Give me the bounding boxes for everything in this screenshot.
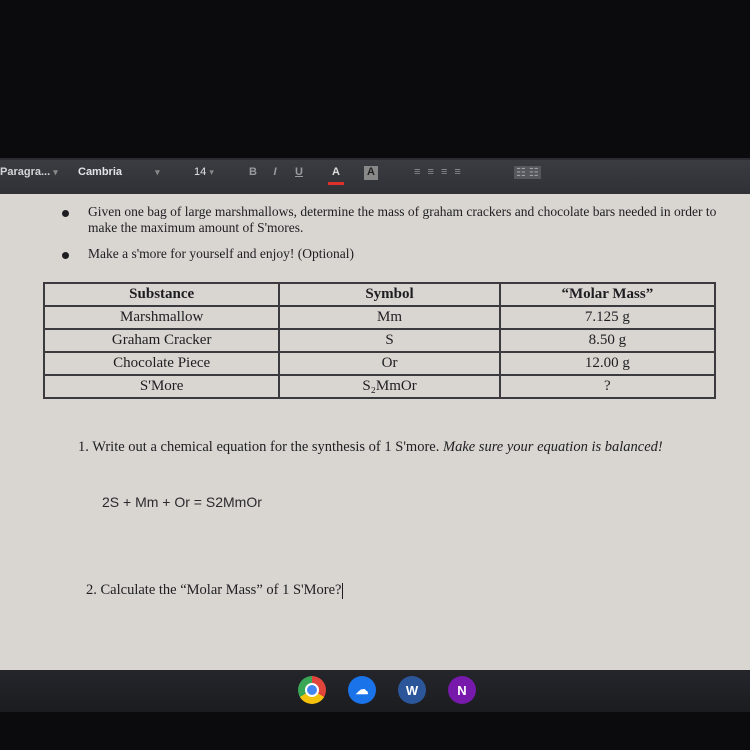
font-size-label: 14 (194, 166, 207, 178)
bullet-icon (62, 210, 69, 217)
table-cell: Mm (279, 306, 499, 329)
font-family-select[interactable] (78, 166, 160, 178)
font-family-label: Cambria (78, 166, 123, 178)
bold-button[interactable]: B (249, 166, 257, 178)
table-header-row (44, 283, 715, 306)
table-row (44, 352, 715, 375)
list-item (62, 204, 722, 236)
header-molar-mass: “Molar Mass” (500, 283, 715, 306)
table-cell: S'More (44, 375, 279, 398)
font-size-select[interactable] (194, 166, 214, 178)
document-page[interactable] (0, 194, 750, 670)
shelf (0, 670, 750, 712)
list-item (62, 246, 722, 262)
align-buttons[interactable]: ≡ ≡ ≡ ≡ (414, 166, 463, 178)
question-2-text: 2. Calculate the “Molar Mass” of 1 S'More? (86, 582, 342, 598)
table-cell: Graham Cracker (44, 329, 279, 352)
table-row (44, 329, 715, 352)
table-row (44, 306, 715, 329)
table-cell: ? (500, 375, 715, 398)
table-cell: 7.125 g (500, 306, 715, 329)
chevron-down-icon: ▾ (125, 167, 160, 177)
word-icon[interactable]: W (398, 676, 426, 704)
onenote-icon[interactable]: N (448, 676, 476, 704)
chevron-down-icon: ▾ (209, 167, 214, 177)
italic-button[interactable]: I (273, 166, 277, 178)
question-1-emphasis: Make sure your equation is balanced! (442, 439, 663, 455)
text-cursor (342, 583, 343, 599)
molar-mass-table (43, 282, 716, 399)
table-row (44, 375, 715, 398)
table-cell: 8.50 g (500, 329, 715, 352)
bullet-text: Make a s'more for yourself and enjoy! (Optional) (88, 246, 354, 261)
table-cell: Marshmallow (44, 306, 279, 329)
table-cell: Or (279, 352, 499, 375)
drive-icon[interactable]: ☁ (348, 676, 376, 704)
paragraph-style-label: Paragra... (0, 166, 51, 178)
bullet-icon (62, 252, 69, 259)
table-cell: S₂MmOr (279, 375, 499, 398)
paragraph-style-select[interactable] (0, 166, 58, 178)
table-cell: S (279, 329, 499, 352)
chevron-down-icon: ▾ (53, 167, 58, 177)
header-symbol: Symbol (279, 283, 499, 306)
bullet-list (62, 204, 722, 272)
list-buttons[interactable]: ☷ ☷ (516, 167, 539, 179)
table-cell: Chocolate Piece (44, 352, 279, 375)
question-1 (78, 438, 718, 456)
table-cell: 12.00 g (500, 352, 715, 375)
font-color-button[interactable]: A (328, 166, 344, 185)
header-substance: Substance (44, 283, 279, 306)
chrome-icon[interactable] (298, 676, 326, 704)
highlight-color-button[interactable]: A (364, 166, 378, 180)
underline-button[interactable]: U (295, 166, 303, 178)
bullet-text: Given one bag of large marshmallows, determine the mass of graham crackers and chocolate bars needed in order to make the maximum amount of S'mores. (88, 204, 717, 235)
answer-equation: 2S + Mm + Or = S2MmOr (102, 494, 262, 510)
question-1-text: 1. Write out a chemical equation for the synthesis of 1 S'more. (78, 439, 440, 455)
formatting-toolbar (0, 160, 750, 194)
question-2 (86, 582, 343, 599)
